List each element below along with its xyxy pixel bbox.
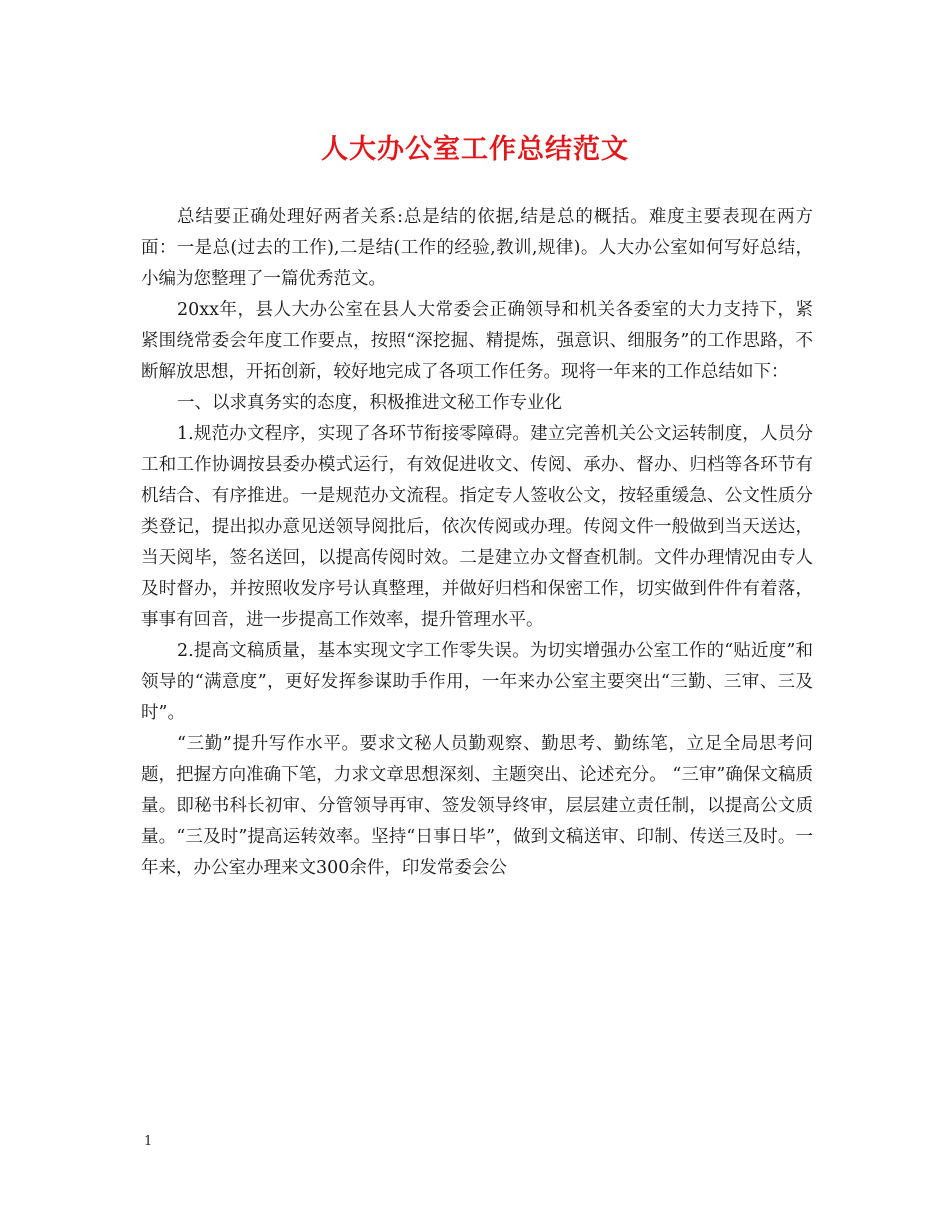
section-heading-1: 一、以求真务实的态度，积极推进文秘工作专业化 — [177, 393, 562, 413]
document-body — [141, 202, 813, 884]
paragraph-overview: 20xx年，县人大办公室在县人大常委会正确领导和机关各委室的大力支持下，紧紧围绕常委会年度工作要点，按照“深挖掘、精提炼，强意识、细服务”的工作思路，不断解放思想，开拓创新，较好地完成了各项工作任务。现将一年来的工作总结如下： — [141, 300, 813, 382]
paragraph-item-2: 2.提高文稿质量，基本实现文字工作零失误。为切实增强办公室工作的“贴近度”和领导的“满意度”，更好发挥参谋助手作用，一年来办公室主要突出“三勤、三审、三及时”。 — [141, 641, 813, 723]
page-number: 1 — [144, 1134, 153, 1149]
document-title: 人大办公室工作总结范文 — [321, 134, 629, 165]
paragraph-three-points: “三勤”提升写作水平。要求文秘人员勤观察、勤思考、勤练笔，立足全局思考问题，把握方向准确下笔，力求文章思想深刻、主题突出、论述充分。 “三审”确保文稿质量。即秘书科长初审、分管领导再审、签发领导终审，层层建立责任制，以提高公文质量。“三及时”提高运转效率。坚持“日事日毕”，做到文稿送审、印制、传送三及时。一年来，办公室办理来文300余件，印发常委会公 — [141, 734, 813, 878]
paragraph-item-1: 1.规范办文程序，实现了各环节衔接零障碍。建立完善机关公文运转制度，人员分工和工作协调按县委办模式运行，有效促进收文、传阅、承办、督办、归档等各环节有机结合、有序推进。一是规范办文流程。指定专人签收公文，按轻重缓急、公文性质分类登记，提出拟办意见送领导阅批后，依次传阅或办理。传阅文件一般做到当天送达，当天阅毕，签名送回，以提高传阅时效。二是建立办文督查机制。文件办理情况由专人及时督办，并按照收发序号认真整理，并做好归档和保密工作，切实做到件件有着落，事事有回音，进一步提高工作效率，提升管理水平。 — [141, 424, 813, 630]
paragraph-intro: 总结要正确处理好两者关系:总是结的依据,结是总的概括。难度主要表现在两方面：一是总(过去的工作),二是结(工作的经验,教训,规律)。人大办公室如何写好总结，小编为您整理了一篇优秀范文。 — [141, 207, 813, 289]
